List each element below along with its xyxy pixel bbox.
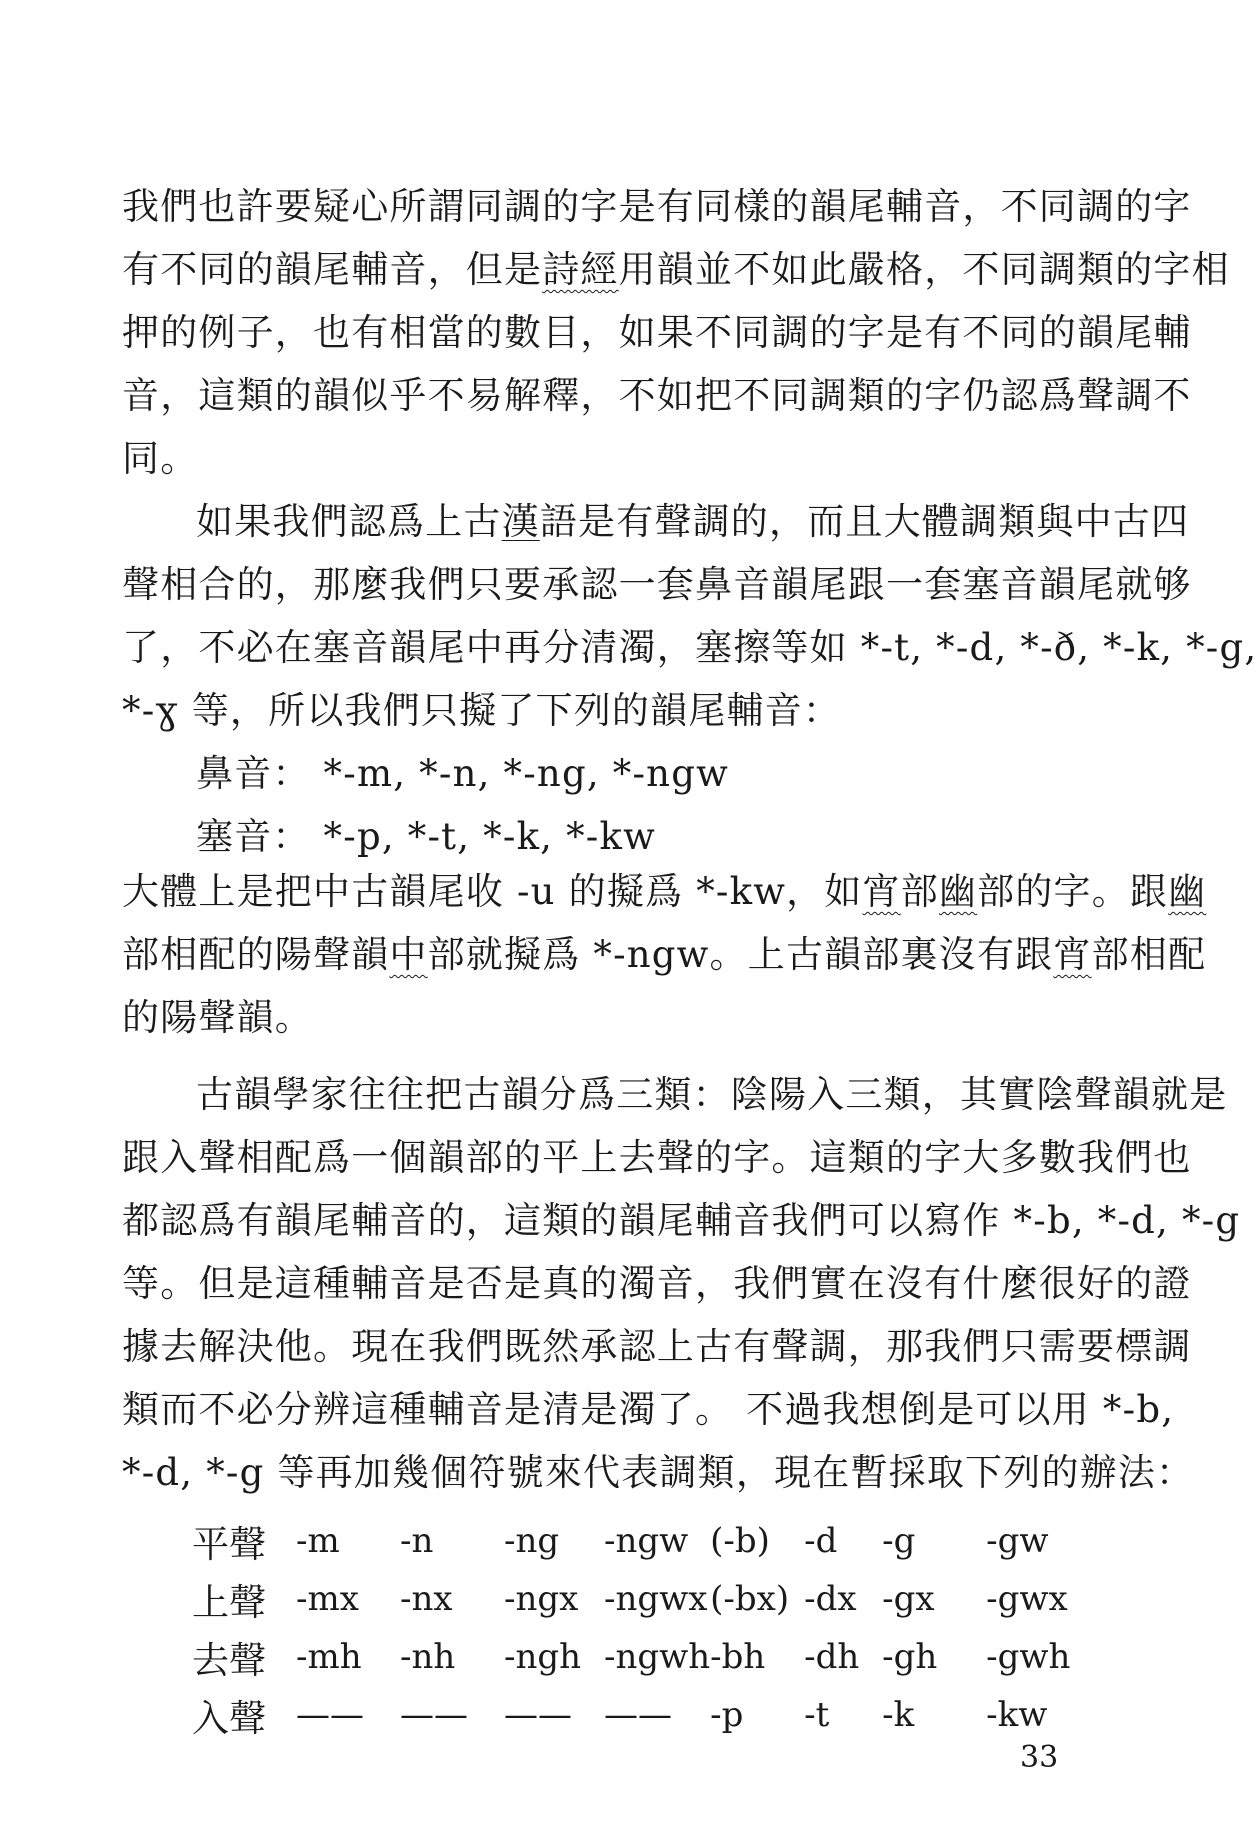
p3-line-7: *-d, *-g 等再加幾個符號來代表調類，現在暫採取下列的辦法： (122, 1451, 1195, 1494)
p3-line-4: 等。但是這種輔音是否是真的濁音，我們實在沒有什麼很好的證 (122, 1262, 1192, 1305)
p1-line-2a: 有不同的韻尾輔音，但是 (122, 248, 543, 291)
tone-final-cell: -t (804, 1695, 830, 1735)
tone-label: 上聲 (192, 1581, 266, 1624)
tone-final-cell: -m (296, 1521, 340, 1561)
p2-line-5 (122, 867, 1207, 917)
p1-line-3: 押的例子，也有相當的數目，如果不同調的字是有不同的韻尾輔 (122, 311, 1192, 354)
p1-line-2 (122, 245, 1230, 295)
p2-line-5a: 大體上是把中古韻尾收 -u 的擬爲 *-kw，如 (122, 870, 863, 913)
nasal-finals: 鼻音： *-m, *-n, *-ng, *-ngw (196, 752, 729, 795)
tone-finals-table (192, 1512, 1076, 1744)
p2-line-6a: 部相配的陽聲韻 (122, 933, 390, 976)
p3-line-3: 都認爲有韻尾輔音的，這類的韻尾輔音我們可以寫作 *-b, *-d, *-g (122, 1199, 1241, 1242)
tone-final-cell: -bh (710, 1637, 766, 1677)
tone-final-cell: -ngx (504, 1579, 579, 1619)
tone-final-cell: -d (804, 1521, 838, 1561)
tone-final-cell: -kw (986, 1695, 1048, 1735)
p2-line-1a: 如果我們認爲上古 (196, 500, 502, 543)
tone-row (192, 1570, 1076, 1628)
proper-name-han: 漢 (501, 500, 540, 543)
rhyme-group-you: 幽 (938, 870, 978, 913)
p2-line-6 (122, 930, 1207, 980)
tone-final-cell: —— (604, 1695, 672, 1735)
tone-row (192, 1686, 1076, 1744)
rhyme-group-zhong: 中 (389, 933, 428, 976)
p2-line-5e: 部的字。跟 (977, 870, 1169, 913)
p3-line-2: 跟入聲相配爲一個韻部的平上去聲的字。這類的字大多數我們也 (122, 1136, 1192, 1179)
p2-line-6e: 部相配 (1091, 933, 1207, 976)
tone-final-cell: —— (504, 1695, 572, 1735)
tone-final-cell: -ngw (604, 1521, 689, 1561)
stop-finals: 塞音： *-p, *-t, *-k, *-kw (196, 815, 657, 858)
tone-final-cell: -nh (400, 1637, 456, 1677)
page-number: 33 (1020, 1740, 1059, 1775)
p1-line-4: 音，這類的韻似乎不易解釋，不如把不同調類的字仍認爲聲調不 (122, 374, 1192, 417)
tone-final-cell: -mh (296, 1637, 362, 1677)
tone-final-cell: -g (882, 1521, 916, 1561)
tone-final-cell: (-b) (710, 1521, 770, 1561)
tone-final-cell: -ngh (504, 1637, 582, 1677)
p2-line-1c: 語是有聲調的，而且大體調類與中古四 (539, 500, 1190, 543)
p2-line-5c: 部 (900, 870, 939, 913)
book-title-shijing: 詩經 (542, 248, 619, 291)
tone-final-cell: -gx (882, 1579, 935, 1619)
rhyme-group-xiao-2: 宵 (1053, 933, 1092, 976)
tone-final-cell: —— (296, 1695, 364, 1735)
tone-final-cell: -ngwx (604, 1579, 708, 1619)
p3-line-1: 古韻學家往往把古韻分爲三類：陰陽入三類，其實陰聲韻就是 (196, 1073, 1228, 1116)
tone-final-cell: -n (400, 1521, 434, 1561)
p2-line-1 (196, 497, 1190, 547)
p2-line-7: 的陽聲韻。 (122, 996, 313, 1039)
tone-final-cell: (-bx) (710, 1579, 790, 1619)
tone-final-cell: -gh (882, 1637, 938, 1677)
p3-line-6: 類而不必分辨這種輔音是清是濁了。 不過我想倒是可以用 *-b, (122, 1388, 1175, 1431)
tone-final-cell: -ngwh (604, 1637, 711, 1677)
tone-final-cell: -nx (400, 1579, 453, 1619)
tone-final-cell: -p (710, 1695, 744, 1735)
tone-final-cell: -k (882, 1695, 915, 1735)
tone-row (192, 1512, 1076, 1570)
tone-final-cell: -mx (296, 1579, 359, 1619)
p2-line-3: 了，不必在塞音韻尾中再分清濁，塞擦等如 *-t, *-d, *-ð, *-k, *-g, (122, 626, 1257, 669)
p2-line-4: *-ɣ 等，所以我們只擬了下列的韻尾輔音： (122, 689, 842, 732)
tone-final-cell: -gwx (986, 1579, 1068, 1619)
p2-line-6c: 部就擬爲 *-ngw。上古韻部裏沒有跟 (427, 933, 1054, 976)
tone-label: 去聲 (192, 1639, 266, 1682)
tone-final-cell: -ng (504, 1521, 560, 1561)
tone-final-cell: -gwh (986, 1637, 1071, 1677)
tone-final-cell: -dh (804, 1637, 860, 1677)
tone-final-cell: —— (400, 1695, 468, 1735)
p3-line-5: 據去解決他。現在我們既然承認上古有聲調，那我們只需要標調 (122, 1325, 1192, 1368)
rhyme-group-you-2: 幽 (1168, 870, 1207, 913)
p2-line-2: 聲相合的，那麼我們只要承認一套鼻音韻尾跟一套塞音韻尾就够 (122, 563, 1192, 606)
p1-line-2c: 用韻並不如此嚴格，不同調類的字相 (618, 248, 1230, 291)
tone-final-cell: -dx (804, 1579, 857, 1619)
rhyme-group-xiao: 宵 (862, 870, 901, 913)
tone-label: 平聲 (192, 1523, 266, 1566)
p1-line-5: 同。 (122, 437, 199, 480)
tone-label: 入聲 (192, 1697, 266, 1740)
tone-final-cell: -gw (986, 1521, 1049, 1561)
tone-row (192, 1628, 1076, 1686)
p1-line-1: 我們也許要疑心所謂同調的字是有同樣的韻尾輔音，不同調的字 (122, 185, 1192, 228)
